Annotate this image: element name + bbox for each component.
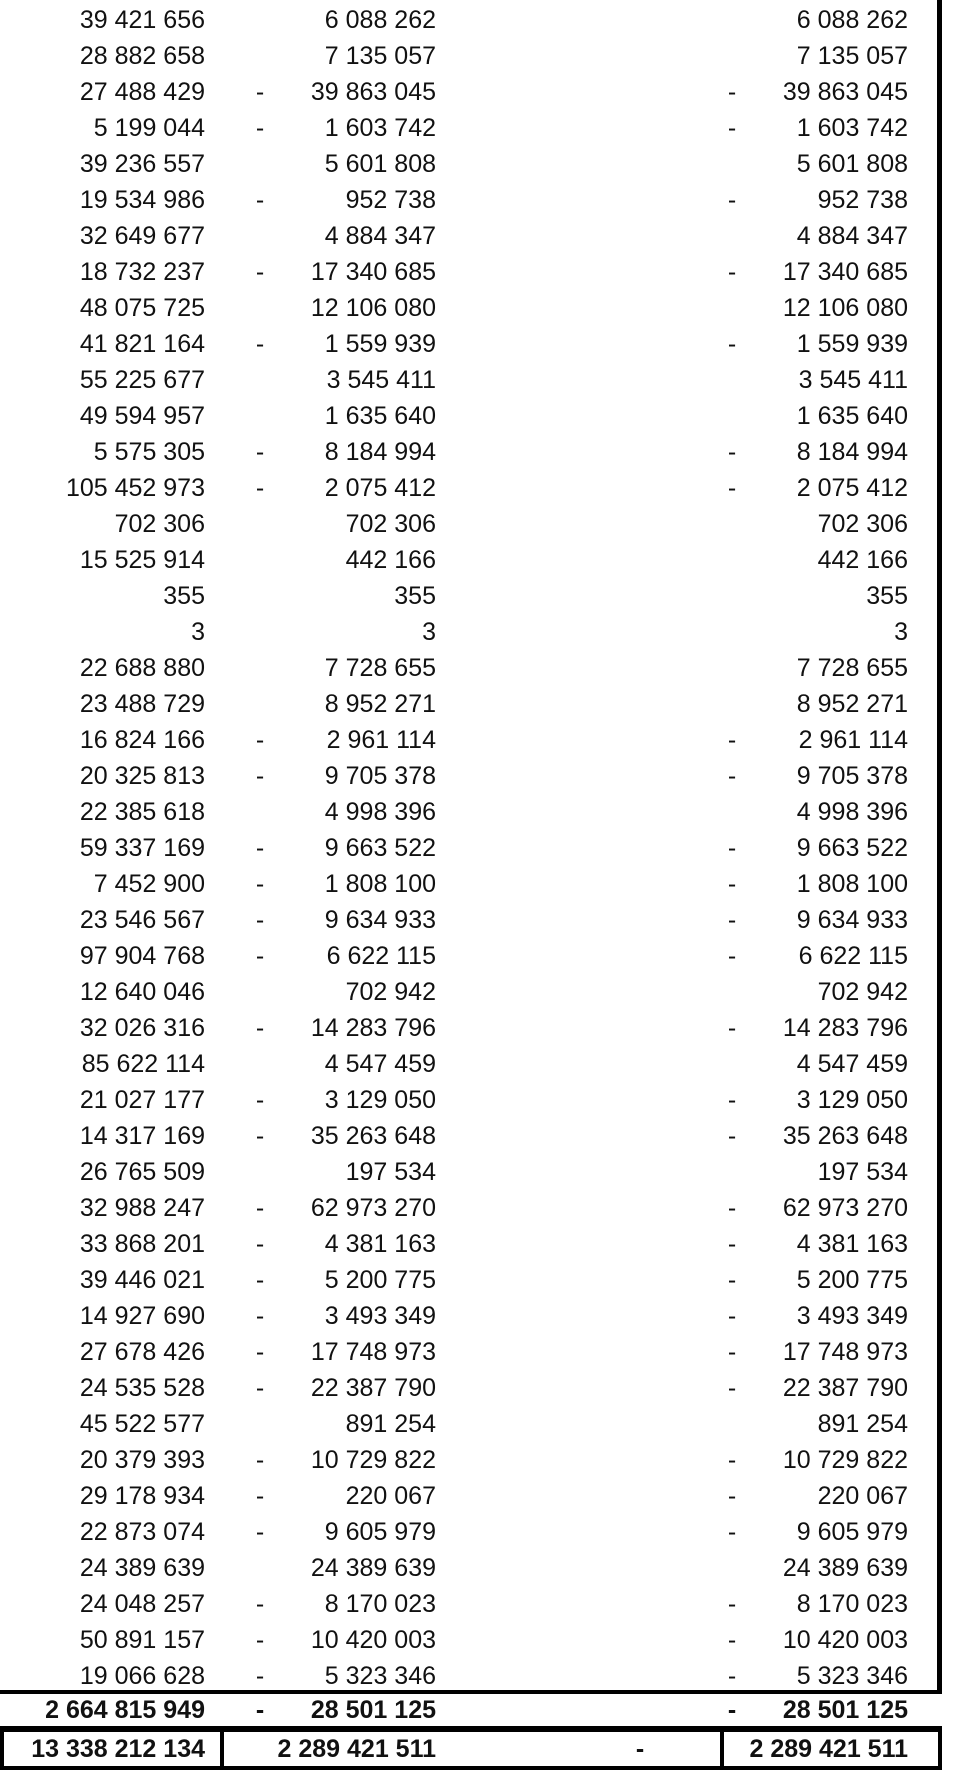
cell-col-b: 9 663 522 (324, 834, 436, 862)
cell-col-b: 197 534 (345, 1158, 436, 1186)
cell-col-c: 1 559 939 (796, 330, 908, 358)
cell-sign-b (250, 578, 270, 614)
cell-sign-b (250, 650, 270, 686)
table-row (0, 38, 942, 74)
cell-col-a: 22 873 074 (79, 1518, 205, 1546)
cell-col-a: 49 594 957 (79, 402, 205, 430)
cell-sign-c: - (727, 78, 737, 106)
cell-col-c: 14 283 796 (782, 1014, 908, 1042)
cell-col-a: 5 575 305 (93, 438, 205, 466)
cell-col-a: 19 066 628 (79, 1662, 205, 1690)
cell-col-c: 17 748 973 (782, 1338, 908, 1366)
cell-sign-c: - (727, 762, 737, 790)
cell-sign-b: - (255, 1590, 265, 1618)
cell-sign-b: - (255, 1482, 265, 1510)
table-row (0, 578, 942, 614)
cell-sign-c (722, 290, 742, 326)
cell-col-c: 24 389 639 (782, 1554, 908, 1582)
cell-col-a: 19 534 986 (79, 186, 205, 214)
cell-col-b: 17 340 685 (310, 258, 436, 286)
cell-col-b: 3 129 050 (324, 1086, 436, 1114)
cell-sign-c: - (727, 474, 737, 502)
cell-col-b: 442 166 (345, 546, 436, 574)
cell-col-c: 22 387 790 (782, 1374, 908, 1402)
cell-col-b: 14 283 796 (310, 1014, 436, 1042)
cell-sign-c: - (727, 1122, 737, 1150)
cell-sign-b (250, 290, 270, 326)
cell-sign-c (722, 578, 742, 614)
cell-col-a: 12 640 046 (79, 978, 205, 1006)
cell-sign-c (722, 686, 742, 722)
table-row (0, 1226, 942, 1262)
cell-sign-b: - (255, 438, 265, 466)
cell-col-c: 9 634 933 (796, 906, 908, 934)
cell-col-a: 59 337 169 (79, 834, 205, 862)
cell-col-b: 220 067 (345, 1482, 436, 1510)
cell-sign-b: - (255, 1374, 265, 1402)
table-row (0, 1154, 942, 1190)
cell-col-c: 702 306 (817, 510, 908, 538)
cell-col-c: 2 075 412 (796, 474, 908, 502)
cell-sign-b (250, 2, 270, 38)
cell-col-c: 12 106 080 (782, 294, 908, 322)
cell-sign-c (722, 1406, 742, 1442)
cell-col-a: 22 688 880 (79, 654, 205, 682)
cell-sign-c: - (727, 1086, 737, 1114)
cell-sign-c: - (727, 1338, 737, 1366)
cell-sign-b: - (255, 870, 265, 898)
table-row (0, 1370, 942, 1406)
table-row (0, 2, 942, 38)
cell-sign-b (250, 1550, 270, 1586)
cell-col-c: 35 263 648 (782, 1122, 908, 1150)
cell-col-c: 62 973 270 (782, 1194, 908, 1222)
cell-sign-c: - (727, 834, 737, 862)
cell-sign-b: - (255, 834, 265, 862)
table-row (0, 182, 942, 218)
cell-sign-b: - (255, 1518, 265, 1546)
table-row (0, 398, 942, 434)
cell-col-b: 702 942 (345, 978, 436, 1006)
table-row (0, 650, 942, 686)
cell-col-c: 39 863 045 (782, 78, 908, 106)
cell-sign-c (722, 218, 742, 254)
cell-col-b: 6 088 262 (324, 6, 436, 34)
cell-col-b: 9 605 979 (324, 1518, 436, 1546)
cell-divider (220, 1732, 224, 1766)
cell-col-a: 28 882 658 (79, 42, 205, 70)
cell-sign-c: - (727, 906, 737, 934)
cell-sign-b (250, 506, 270, 542)
table-row (0, 1658, 942, 1694)
cell-col-a: 22 385 618 (79, 798, 205, 826)
cell-col-a: 16 824 166 (79, 726, 205, 754)
cell-col-c: 442 166 (817, 546, 908, 574)
cell-col-c: 17 340 685 (782, 258, 908, 286)
cell-sign-b: - (255, 114, 265, 142)
cell-col-b: 9 705 378 (324, 762, 436, 790)
cell-col-a: 24 535 528 (79, 1374, 205, 1402)
cell-col-c: 10 729 822 (782, 1446, 908, 1474)
cell-sign-c (722, 398, 742, 434)
cell-col-a: 45 522 577 (79, 1410, 205, 1438)
table-row (0, 758, 942, 794)
cell-col-a: 7 452 900 (93, 870, 205, 898)
cell-col-c: 3 545 411 (798, 366, 908, 394)
table-row (0, 902, 942, 938)
cell-sign-c: - (727, 1194, 737, 1222)
cell-sign-b (250, 38, 270, 74)
cell-sign-c: - (727, 726, 737, 754)
cell-col-b: 891 254 (345, 1410, 436, 1438)
cell-col-c: 355 (866, 582, 908, 610)
cell-sign-b: - (255, 1122, 265, 1150)
cell-col-c: 3 129 050 (796, 1086, 908, 1114)
cell-sign-b (250, 146, 270, 182)
cell-sign-b: - (255, 1014, 265, 1042)
cell-sign-c: - (727, 870, 737, 898)
cell-col-b: 4 884 347 (324, 222, 436, 250)
cell-col-a: 39 446 021 (79, 1266, 205, 1294)
cell-col-a: 105 452 973 (65, 474, 205, 502)
cell-col-b: 1 808 100 (324, 870, 436, 898)
cell-sign-c: - (727, 1266, 737, 1294)
table-row (0, 254, 942, 290)
cell-sign-b: - (255, 1086, 265, 1114)
cell-sign-b: - (255, 942, 265, 970)
cell-col-a: 41 821 164 (79, 330, 205, 358)
cell-col-a: 24 389 639 (79, 1554, 205, 1582)
cell-col-b: 4 998 396 (324, 798, 436, 826)
cell-sign-c: - (727, 186, 737, 214)
cell-sign-c: - (727, 1374, 737, 1402)
table-row (0, 110, 942, 146)
cell-col-c: 4 884 347 (796, 222, 908, 250)
cell-col-a: 20 325 813 (79, 762, 205, 790)
cell-col-c: 3 (894, 618, 908, 646)
table-row (0, 686, 942, 722)
cell-col-a: 24 048 257 (79, 1590, 205, 1618)
cell-col-c: 9 605 979 (796, 1518, 908, 1546)
cell-sign-b: - (255, 1230, 265, 1258)
cell-sign-b: - (255, 1266, 265, 1294)
cell-col-b: 10 420 003 (310, 1626, 436, 1654)
cell-sign-c (722, 2, 742, 38)
table-row (0, 830, 942, 866)
table-row (0, 1550, 942, 1586)
grand-total-sign-c: - (635, 1735, 645, 1763)
cell-col-c: 4 381 163 (796, 1230, 908, 1258)
data-table (0, 2, 942, 1694)
cell-col-c: 197 534 (817, 1158, 908, 1186)
table-row (0, 1406, 942, 1442)
cell-col-a: 23 546 567 (79, 906, 205, 934)
cell-col-a: 48 075 725 (79, 294, 205, 322)
cell-sign-c (722, 38, 742, 74)
cell-col-b: 39 863 045 (310, 78, 436, 106)
cell-sign-b: - (255, 186, 265, 214)
cell-col-b: 62 973 270 (310, 1194, 436, 1222)
cell-col-c: 5 200 775 (796, 1266, 908, 1294)
cell-col-a: 702 306 (114, 510, 205, 538)
subtotal-col-a: 2 664 815 949 (45, 1696, 205, 1724)
cell-col-b: 4 381 163 (324, 1230, 436, 1258)
cell-col-a: 97 904 768 (79, 942, 205, 970)
cell-col-a: 18 732 237 (79, 258, 205, 286)
table-row (0, 614, 942, 650)
cell-sign-b: - (255, 78, 265, 106)
cell-sign-c (722, 614, 742, 650)
cell-sign-c: - (727, 1482, 737, 1510)
cell-col-b: 3 (422, 618, 436, 646)
cell-col-b: 17 748 973 (310, 1338, 436, 1366)
cell-sign-b: - (255, 762, 265, 790)
cell-col-b: 8 184 994 (324, 438, 436, 466)
cell-col-a: 14 317 169 (79, 1122, 205, 1150)
cell-sign-b: - (255, 1626, 265, 1654)
grand-total-col-b: 2 289 421 511 (277, 1735, 436, 1763)
cell-divider (938, 1732, 942, 1766)
cell-col-c: 8 184 994 (796, 438, 908, 466)
cell-col-c: 7 135 057 (796, 42, 908, 70)
cell-col-c: 7 728 655 (796, 654, 908, 682)
cell-sign-b (250, 218, 270, 254)
cell-sign-c (722, 1046, 742, 1082)
cell-col-b: 6 622 115 (326, 942, 436, 970)
cell-col-b: 3 493 349 (324, 1302, 436, 1330)
cell-col-c: 891 254 (817, 1410, 908, 1438)
table-row (0, 1514, 942, 1550)
cell-sign-c: - (727, 1518, 737, 1546)
cell-sign-b: - (255, 1662, 265, 1690)
cell-col-b: 1 635 640 (324, 402, 436, 430)
cell-col-a: 55 225 677 (79, 366, 205, 394)
cell-col-a: 21 027 177 (79, 1086, 205, 1114)
cell-sign-c (722, 362, 742, 398)
cell-sign-c: - (727, 1662, 737, 1690)
cell-col-b: 9 634 933 (324, 906, 436, 934)
cell-sign-c: - (727, 438, 737, 466)
cell-col-a: 32 988 247 (79, 1194, 205, 1222)
cell-col-b: 355 (394, 582, 436, 610)
subtotal-col-c: 28 501 125 (782, 1696, 908, 1724)
cell-col-a: 20 379 393 (79, 1446, 205, 1474)
cell-sign-c (722, 974, 742, 1010)
table-row (0, 1298, 942, 1334)
cell-col-a: 27 488 429 (79, 78, 205, 106)
cell-col-b: 702 306 (345, 510, 436, 538)
cell-sign-c: - (727, 114, 737, 142)
cell-sign-b: - (255, 258, 265, 286)
cell-col-c: 8 952 271 (796, 690, 908, 718)
table-row (0, 1586, 942, 1622)
cell-sign-b: - (255, 330, 265, 358)
cell-sign-c (722, 1550, 742, 1586)
cell-sign-c: - (727, 1590, 737, 1618)
cell-sign-c: - (727, 258, 737, 286)
cell-col-a: 50 891 157 (79, 1626, 205, 1654)
cell-sign-c: - (727, 1014, 737, 1042)
cell-sign-b (250, 1406, 270, 1442)
cell-col-b: 8 170 023 (324, 1590, 436, 1618)
cell-sign-c (722, 146, 742, 182)
cell-sign-c (722, 506, 742, 542)
cell-sign-b: - (255, 1446, 265, 1474)
subtotal-sign-b: - (255, 1696, 265, 1724)
cell-col-b: 1 559 939 (324, 330, 436, 358)
cell-sign-b: - (255, 1302, 265, 1330)
table-row (0, 1118, 942, 1154)
table-row (0, 218, 942, 254)
cell-sign-b: - (255, 474, 265, 502)
table-row (0, 1082, 942, 1118)
cell-col-a: 26 765 509 (79, 1158, 205, 1186)
cell-sign-c: - (727, 1302, 737, 1330)
cell-col-b: 2 961 114 (326, 726, 436, 754)
cell-col-a: 32 649 677 (79, 222, 205, 250)
cell-col-c: 3 493 349 (796, 1302, 908, 1330)
cell-col-c: 1 603 742 (796, 114, 908, 142)
cell-sign-b (250, 1154, 270, 1190)
cell-sign-b (250, 974, 270, 1010)
cell-sign-b: - (255, 906, 265, 934)
cell-sign-b (250, 794, 270, 830)
cell-col-b: 5 601 808 (324, 150, 436, 178)
cell-col-c: 702 942 (817, 978, 908, 1006)
subtotal-sign-c: - (727, 1696, 737, 1724)
cell-col-c: 2 961 114 (798, 726, 908, 754)
cell-sign-c: - (727, 1626, 737, 1654)
cell-col-b: 4 547 459 (324, 1050, 436, 1078)
cell-col-a: 33 868 201 (79, 1230, 205, 1258)
cell-col-a: 39 421 656 (79, 6, 205, 34)
cell-col-a: 27 678 426 (79, 1338, 205, 1366)
cell-col-c: 10 420 003 (782, 1626, 908, 1654)
cell-col-c: 1 808 100 (796, 870, 908, 898)
cell-sign-c (722, 542, 742, 578)
table-row (0, 434, 942, 470)
table-row (0, 866, 942, 902)
table-row (0, 794, 942, 830)
cell-sign-b (250, 1046, 270, 1082)
cell-col-b: 3 545 411 (326, 366, 436, 394)
table-row (0, 1046, 942, 1082)
cell-col-b: 35 263 648 (310, 1122, 436, 1150)
cell-col-a: 23 488 729 (79, 690, 205, 718)
cell-col-b: 1 603 742 (324, 114, 436, 142)
cell-sign-c (722, 1154, 742, 1190)
cell-sign-b (250, 614, 270, 650)
cell-col-a: 355 (163, 582, 205, 610)
cell-col-c: 1 635 640 (796, 402, 908, 430)
cell-col-a: 32 026 316 (79, 1014, 205, 1042)
cell-col-b: 22 387 790 (310, 1374, 436, 1402)
table-row (0, 1622, 942, 1658)
table-row (0, 1262, 942, 1298)
cell-col-c: 5 601 808 (796, 150, 908, 178)
cell-sign-b: - (255, 1194, 265, 1222)
cell-col-a: 3 (191, 618, 205, 646)
cell-col-c: 9 663 522 (796, 834, 908, 862)
table-row (0, 362, 942, 398)
table-row (0, 1010, 942, 1046)
cell-col-c: 952 738 (817, 186, 908, 214)
cell-divider (0, 1732, 4, 1766)
cell-col-a: 85 622 114 (81, 1050, 205, 1078)
cell-col-a: 39 236 557 (79, 150, 205, 178)
cell-col-b: 5 200 775 (324, 1266, 436, 1294)
table-row (0, 506, 942, 542)
table-row (0, 470, 942, 506)
cell-col-b: 952 738 (345, 186, 436, 214)
table-row (0, 1442, 942, 1478)
cell-col-c: 6 622 115 (798, 942, 908, 970)
cell-sign-b (250, 686, 270, 722)
cell-col-c: 8 170 023 (796, 1590, 908, 1618)
cell-col-b: 12 106 080 (310, 294, 436, 322)
table-row (0, 1190, 942, 1226)
cell-sign-c: - (727, 1446, 737, 1474)
cell-sign-c: - (727, 330, 737, 358)
cell-sign-c: - (727, 1230, 737, 1258)
cell-col-c: 5 323 346 (796, 1662, 908, 1690)
cell-sign-c (722, 794, 742, 830)
table-row (0, 974, 942, 1010)
cell-sign-c: - (727, 942, 737, 970)
table-row (0, 326, 942, 362)
cell-col-b: 10 729 822 (310, 1446, 436, 1474)
cell-col-a: 14 927 690 (79, 1302, 205, 1330)
cell-col-c: 220 067 (817, 1482, 908, 1510)
cell-col-a: 29 178 934 (79, 1482, 205, 1510)
table-row (0, 722, 942, 758)
table-row (0, 1478, 942, 1514)
grand-total-col-c: 2 289 421 511 (749, 1735, 908, 1763)
cell-sign-c (722, 650, 742, 686)
subtotal-row (0, 1690, 942, 1730)
table-row (0, 938, 942, 974)
table-row (0, 146, 942, 182)
table-row (0, 290, 942, 326)
cell-col-c: 4 998 396 (796, 798, 908, 826)
cell-sign-b: - (255, 726, 265, 754)
subtotal-col-b: 28 501 125 (310, 1696, 436, 1724)
cell-col-b: 2 075 412 (324, 474, 436, 502)
cell-sign-b (250, 362, 270, 398)
grand-total-row (0, 1728, 942, 1770)
cell-col-b: 7 135 057 (324, 42, 436, 70)
cell-col-c: 4 547 459 (796, 1050, 908, 1078)
table-row (0, 74, 942, 110)
cell-col-c: 9 705 378 (796, 762, 908, 790)
cell-col-a: 15 525 914 (79, 546, 205, 574)
cell-sign-b: - (255, 1338, 265, 1366)
cell-col-a: 5 199 044 (93, 114, 205, 142)
cell-col-b: 8 952 271 (324, 690, 436, 718)
cell-sign-b (250, 542, 270, 578)
cell-col-b: 24 389 639 (310, 1554, 436, 1582)
table-row (0, 542, 942, 578)
cell-col-c: 6 088 262 (796, 6, 908, 34)
cell-col-b: 7 728 655 (324, 654, 436, 682)
cell-col-b: 5 323 346 (324, 1662, 436, 1690)
table-row (0, 1334, 942, 1370)
cell-sign-b (250, 398, 270, 434)
grand-total-col-a: 13 338 212 134 (31, 1735, 205, 1763)
